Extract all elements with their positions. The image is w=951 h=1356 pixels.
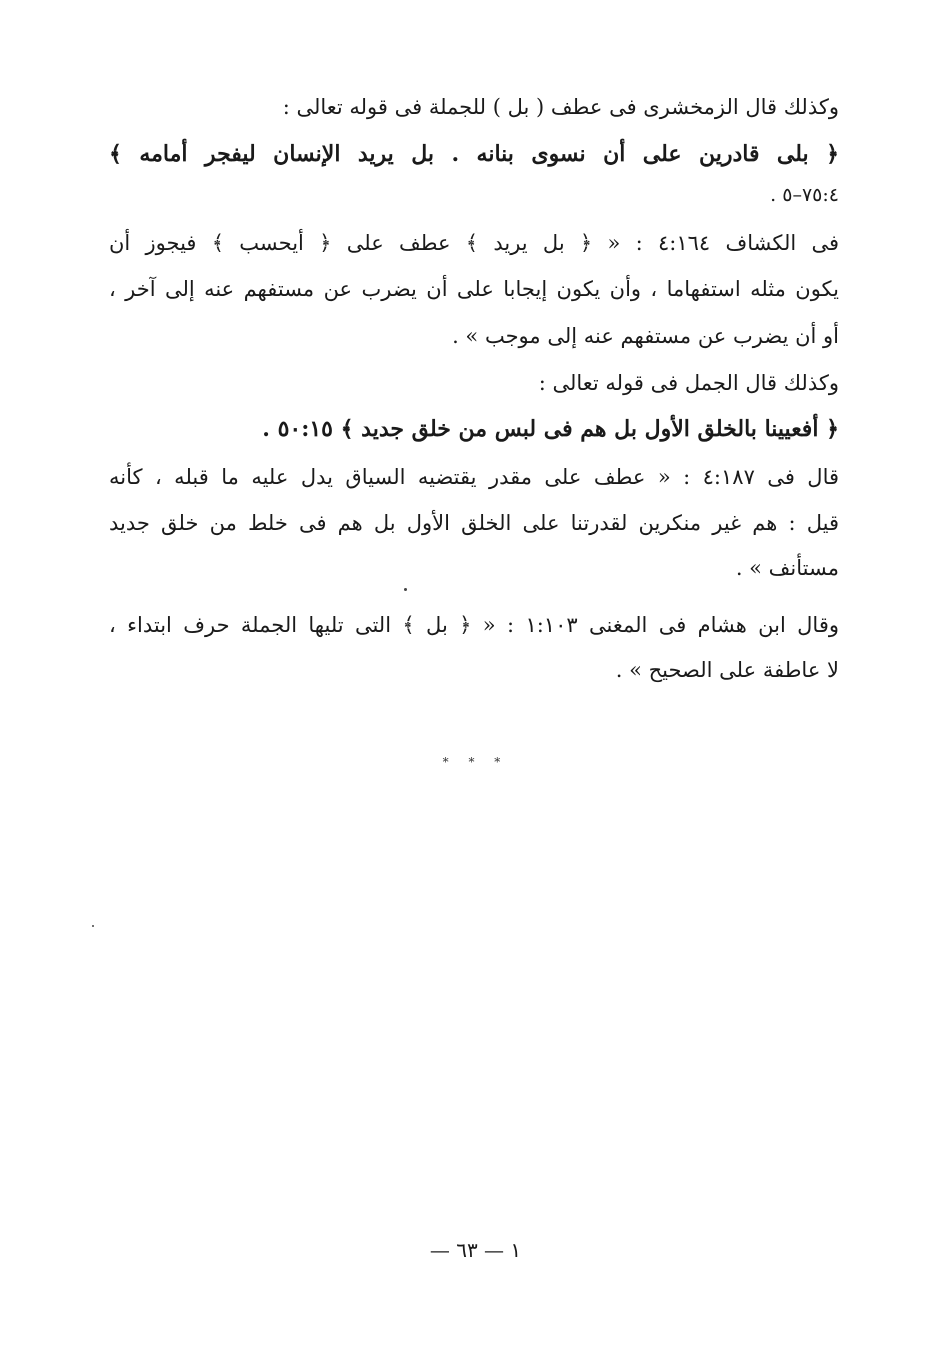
quran-verse-line-2: ﴿ أفعيينا بالخلق الأول بل هم فى لبس من خلق جديد ﴾ ٥٠:١٥ . bbox=[262, 416, 839, 442]
jamal-quote-line-1: قال فى ٤:١٨٧ : « عطف على مقدر يقتضيه السياق يدل عليه ما قبله ، كأنه bbox=[109, 465, 840, 489]
zamakhshari-intro-line: وكذلك قال الزمخشرى فى عطف ( بل ) للجملة فى قوله تعالى : bbox=[282, 95, 839, 119]
ibn-hisham-quote-line-1: وقال ابن هشام فى المغنى ١:١٠٣ : « ﴿ بل ﴾ التى تليها الجملة حرف ابتداء ، bbox=[109, 613, 839, 637]
quran-verse-line: ﴿ بلى قادرين على أن نسوى بنانه . بل يريد الإنسان ليفجر أمامه ﴾ bbox=[109, 141, 839, 167]
jamal-quote-line-2: قيل : هم غير منكرين لقدرتنا على الخلق الأول بل هم فى خلط من خلق جديد bbox=[109, 511, 839, 535]
scan-speck bbox=[404, 588, 407, 591]
kashshaf-quote-line-1: فى الكشاف ٤:١٦٤ : « ﴿ بل يريد ﴾ عطف على ﴿ أيحسب ﴾ فيجوز أن bbox=[109, 231, 840, 255]
kashshaf-quote-line-3: أو أن يضرب عن مستفهم عنه إلى موجب » . bbox=[452, 324, 839, 348]
ibn-hisham-quote-line-2: لا عاطفة على الصحيح » . bbox=[615, 658, 839, 682]
jamal-quote-line-3: مستأنف » . bbox=[735, 556, 839, 580]
kashshaf-quote-line-2: يكون مثله استفهاما ، وأن يكون إيجابا على أن يضرب عن مستفهم عنه إلى آخر ، bbox=[109, 277, 839, 301]
section-ornament: * * * bbox=[442, 755, 509, 769]
page-number: ١ — ٦٣ — bbox=[429, 1238, 522, 1262]
verse-reference: ٧٥:٤–٥ . bbox=[770, 184, 839, 206]
jamal-intro-line: وكذلك قال الجمل فى قوله تعالى : bbox=[538, 371, 839, 395]
scan-speck bbox=[92, 925, 94, 927]
